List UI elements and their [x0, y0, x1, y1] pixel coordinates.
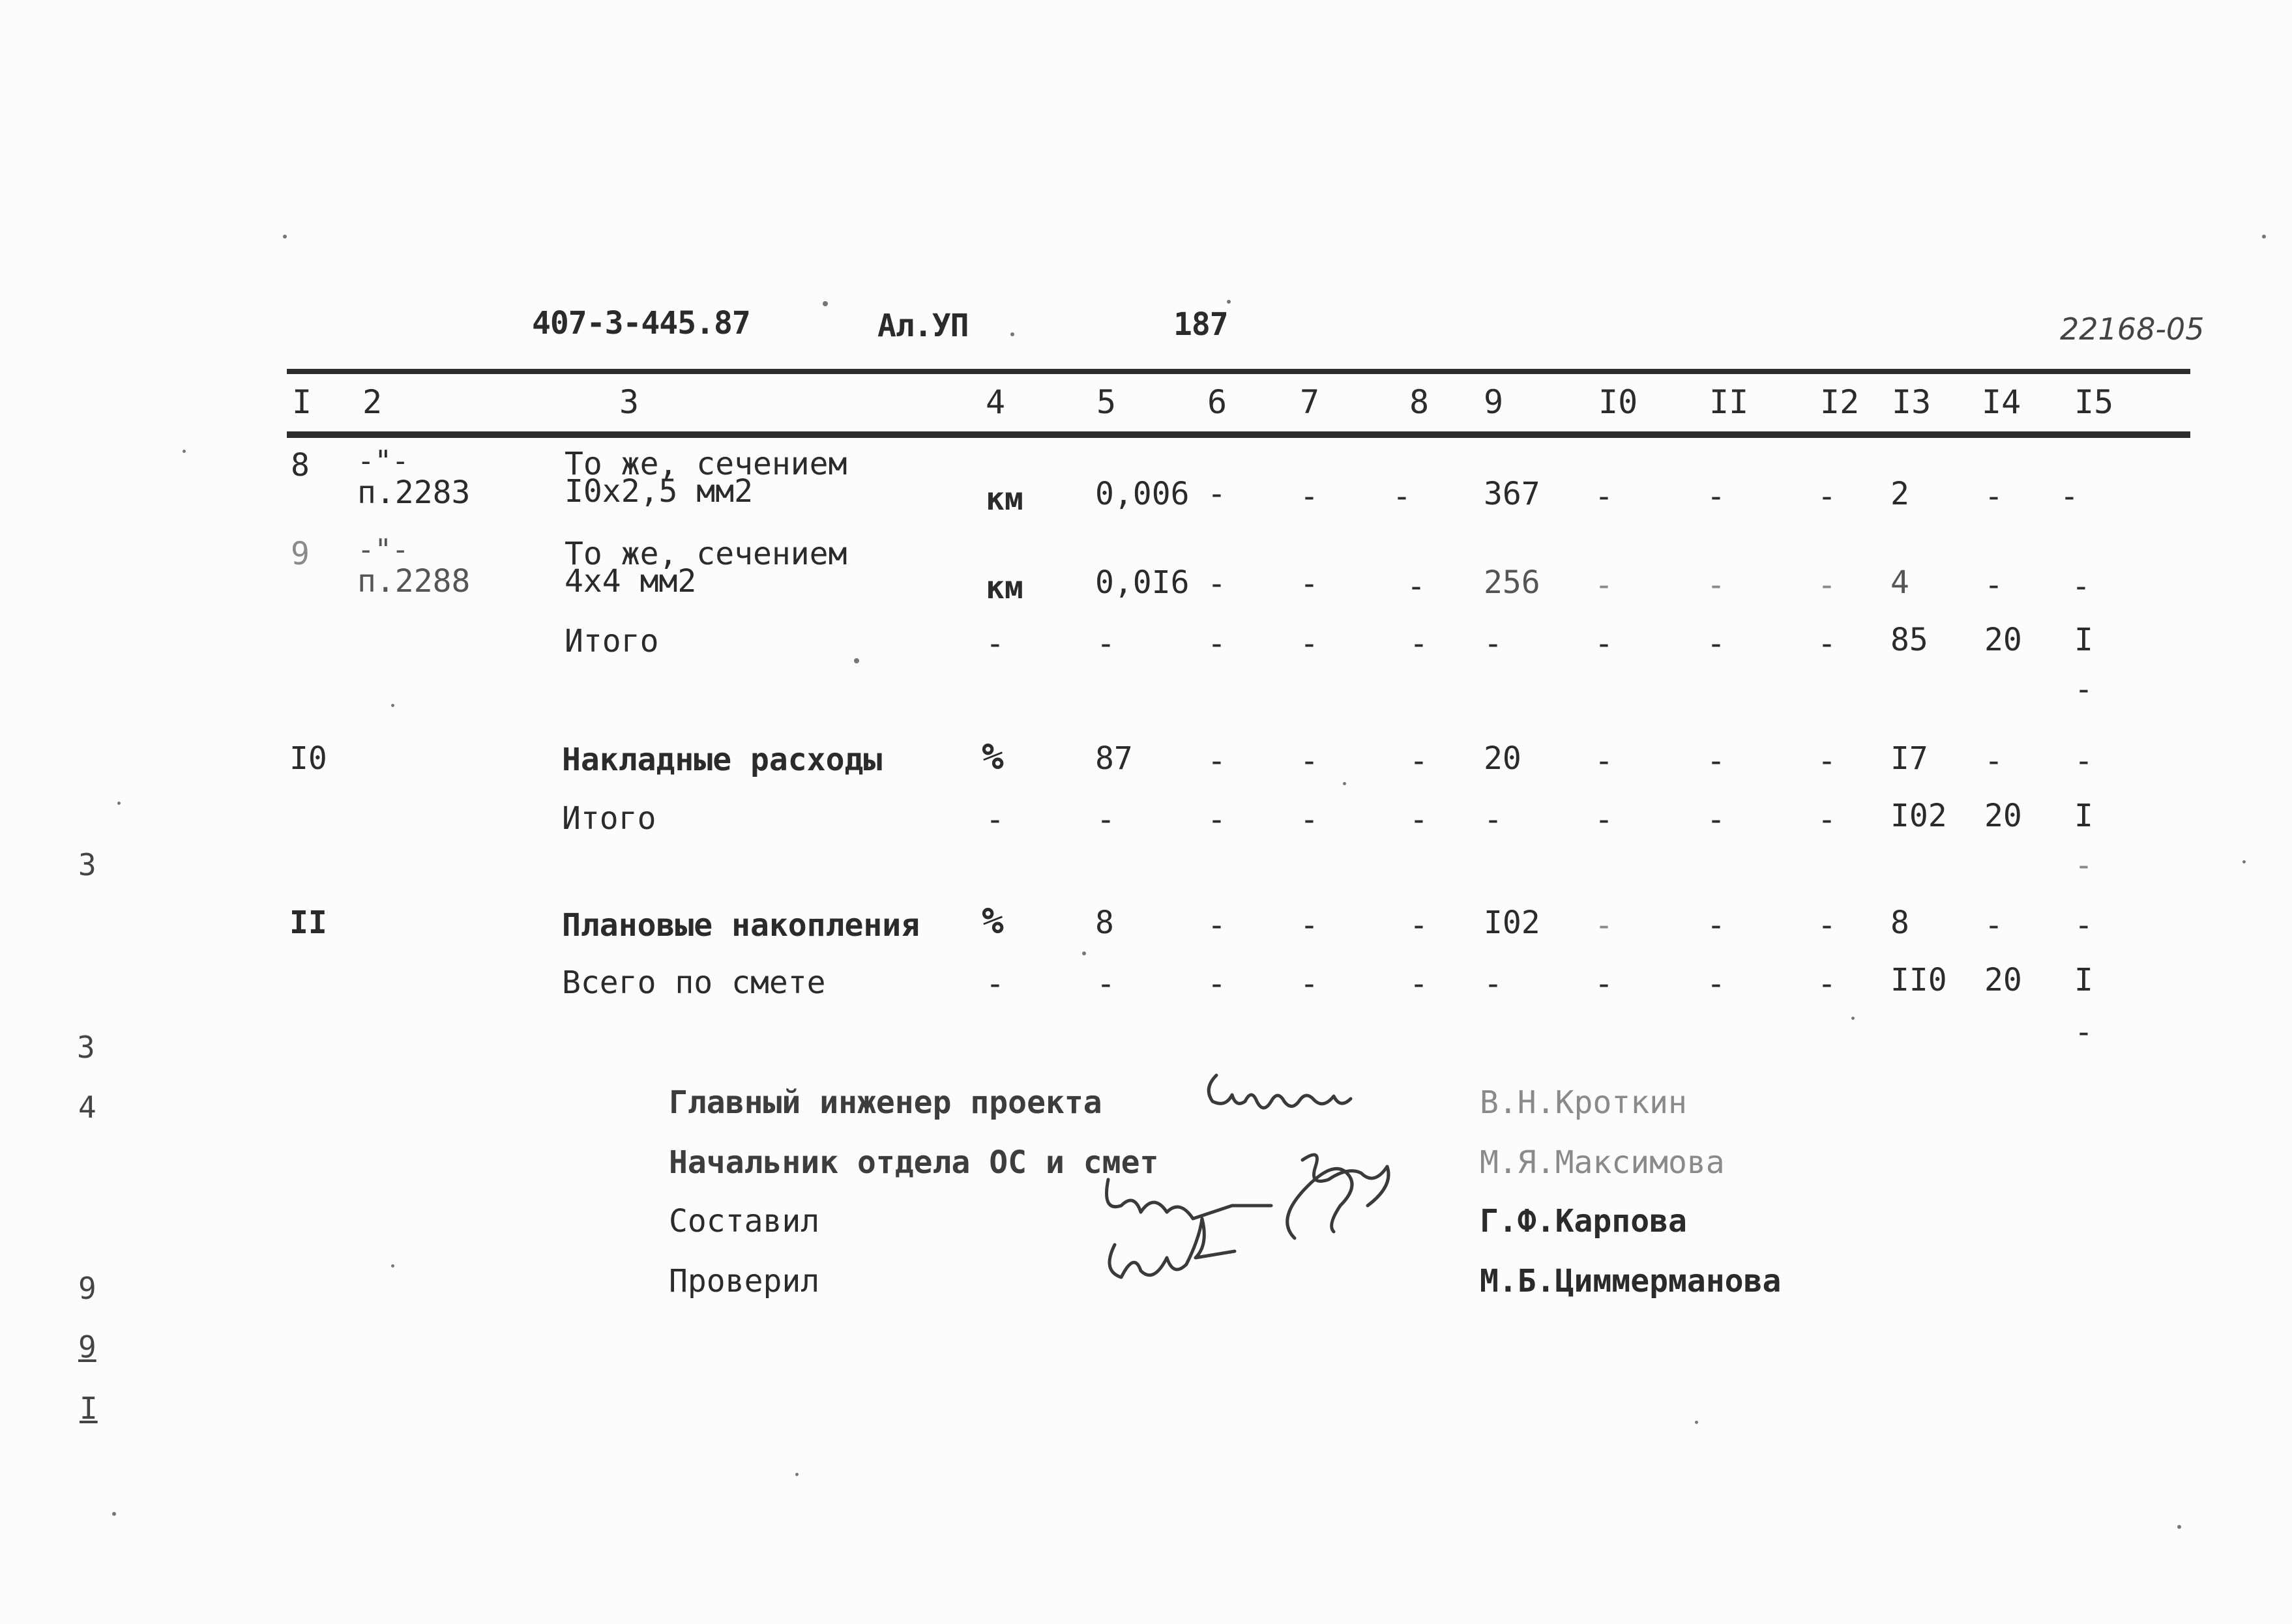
- cell-12: -: [1817, 626, 1836, 662]
- cell-9: I02: [1484, 905, 1540, 941]
- cell-15: -: [2074, 743, 2093, 779]
- cell-8: -: [1409, 743, 1428, 779]
- scan-speck: [1010, 332, 1014, 336]
- col-header-6: 6: [1207, 383, 1227, 421]
- cell-11: -: [1707, 567, 1726, 603]
- cell-5: 8: [1095, 905, 1114, 941]
- cell-13: 4: [1890, 564, 1909, 601]
- document-code: 407-3-445.87: [532, 305, 750, 341]
- scan-speck: [2242, 860, 2246, 863]
- col-header-7: 7: [1300, 383, 1320, 421]
- cell-5: -: [1096, 802, 1115, 838]
- subtotal-label: Итого: [562, 800, 656, 837]
- scan-speck: [2177, 1525, 2181, 1529]
- cell-12: -: [1817, 478, 1836, 515]
- cell-14: -: [1984, 907, 2003, 944]
- cell-6: -: [1207, 966, 1226, 1002]
- album-label: Ал.УП: [877, 308, 969, 344]
- cell-6: -: [1207, 907, 1226, 944]
- scan-speck: [1343, 782, 1346, 785]
- margin-mark: 3: [77, 1030, 95, 1065]
- cell-15: I: [2074, 962, 2093, 998]
- scan-speck: [117, 802, 121, 805]
- cell-12: -: [1817, 802, 1836, 838]
- col-header-5: 5: [1096, 383, 1117, 421]
- scan-speck: [112, 1512, 116, 1516]
- cell-4: -: [986, 626, 1005, 662]
- col-header-1: I: [292, 383, 312, 421]
- cell-13: II0: [1890, 962, 1947, 998]
- cell-15: I: [2074, 798, 2093, 834]
- cell-7: -: [1300, 478, 1319, 515]
- page-number: 187: [1173, 306, 1228, 343]
- cell-15: I: [2074, 622, 2093, 658]
- cell-6: -: [1207, 566, 1226, 602]
- scan-speck: [854, 658, 859, 663]
- col-header-10: I0: [1598, 383, 1638, 421]
- cell-5: 87: [1095, 740, 1133, 777]
- cell-7: -: [1300, 802, 1319, 838]
- signature-role: Составил: [669, 1203, 820, 1240]
- unit: %: [982, 900, 1004, 942]
- cell-9: 20: [1484, 740, 1521, 777]
- ditto-mark: -"-: [357, 533, 409, 566]
- col-header-14: I4: [1982, 383, 2021, 421]
- signature-role: Главный инженер проекта: [669, 1084, 1102, 1121]
- col-header-11: II: [1709, 383, 1749, 421]
- col-header-9: 9: [1484, 383, 1504, 421]
- cell-7: -: [1300, 626, 1319, 662]
- scan-speck: [1695, 1421, 1698, 1424]
- cell-8: -: [1409, 966, 1428, 1002]
- cell-15: -: [2072, 568, 2091, 605]
- cell-8: -: [1392, 478, 1411, 515]
- cell-11: -: [1707, 907, 1726, 944]
- cell-5: -: [1096, 966, 1115, 1002]
- item-description: Накладные расходы: [562, 742, 883, 778]
- cell-12: -: [1817, 966, 1836, 1002]
- cell-15: -: [2074, 907, 2093, 944]
- cell-8: -: [1409, 626, 1428, 662]
- unit: км: [986, 570, 1023, 606]
- cell-6: -: [1207, 476, 1226, 512]
- scan-speck: [283, 235, 287, 239]
- cell-10: -: [1594, 966, 1613, 1002]
- cell-13: 2: [1890, 476, 1909, 512]
- item-description-cont: I0x2,5 мм2: [565, 473, 753, 510]
- scan-speck: [1851, 1017, 1855, 1020]
- cell-10: -: [1594, 907, 1613, 944]
- scan-speck: [183, 450, 186, 453]
- unit: км: [986, 481, 1023, 517]
- cell-15: -: [2060, 478, 2079, 515]
- cell-11: -: [1707, 966, 1726, 1002]
- scan-speck: [823, 301, 828, 306]
- row-number: II: [289, 905, 327, 941]
- signature-name: Г.Ф.Карпова: [1480, 1203, 1687, 1240]
- grand-total-label: Всего по смете: [562, 964, 826, 1001]
- cell-14: -: [1984, 743, 2003, 779]
- col-header-4: 4: [986, 383, 1006, 421]
- cell-11: -: [1707, 478, 1726, 515]
- margin-mark: 4: [78, 1090, 96, 1125]
- underline-mark: -: [2074, 847, 2093, 884]
- ditto-mark: -"-: [357, 444, 409, 478]
- item-description: То же, сечением: [565, 536, 847, 572]
- cell-11: -: [1707, 626, 1726, 662]
- cell-13: I7: [1890, 740, 1928, 777]
- col-header-12: I2: [1820, 383, 1860, 421]
- cell-9: -: [1484, 966, 1503, 1002]
- cell-11: -: [1707, 802, 1726, 838]
- col-header-8: 8: [1409, 383, 1430, 421]
- cell-4: -: [986, 966, 1005, 1002]
- norm-reference: п.2283: [357, 474, 471, 511]
- scan-speck: [795, 1473, 799, 1476]
- underline-mark: -: [2074, 1014, 2093, 1051]
- scan-speck: [1227, 300, 1231, 304]
- cell-4: -: [986, 802, 1005, 838]
- cell-12: -: [1817, 907, 1836, 944]
- scan-speck: [2262, 235, 2266, 239]
- cell-13: 8: [1890, 905, 1909, 941]
- cell-10: -: [1594, 626, 1613, 662]
- norm-reference: п.2288: [357, 563, 471, 600]
- row-number: I0: [289, 740, 327, 777]
- cell-12: -: [1817, 567, 1836, 603]
- cell-11: -: [1707, 743, 1726, 779]
- underline-mark: -: [2074, 671, 2093, 708]
- subtotal-label: Итого: [565, 623, 659, 660]
- cell-9: 367: [1484, 476, 1540, 512]
- item-description: Плановые накопления: [562, 907, 920, 944]
- signature-name: М.Я.Максимова: [1480, 1144, 1725, 1181]
- cell-14: 20: [1984, 622, 2022, 658]
- col-header-2: 2: [362, 383, 383, 421]
- margin-mark: 9: [78, 1329, 96, 1365]
- cell-8: -: [1409, 907, 1428, 944]
- unit: %: [982, 736, 1004, 778]
- quantity: 0,006: [1095, 476, 1190, 512]
- cell-8: -: [1409, 802, 1428, 838]
- item-description: То же, сечением: [565, 446, 847, 482]
- cell-6: -: [1207, 743, 1226, 779]
- scan-speck: [1082, 951, 1086, 955]
- cell-6: -: [1207, 626, 1226, 662]
- cell-7: -: [1300, 907, 1319, 944]
- cell-14: -: [1984, 567, 2003, 603]
- cell-7: -: [1300, 743, 1319, 779]
- cell-10: -: [1594, 802, 1613, 838]
- margin-mark: I: [80, 1391, 98, 1426]
- signature-role: Начальник отдела ОС и смет: [669, 1144, 1159, 1181]
- margin-mark: 3: [78, 847, 96, 882]
- cell-10: -: [1594, 567, 1613, 603]
- cell-5: -: [1096, 626, 1115, 662]
- archive-number: 22168-05: [2060, 312, 2205, 347]
- col-header-3: 3: [619, 383, 639, 421]
- cell-9: -: [1484, 802, 1503, 838]
- cell-13: I02: [1890, 798, 1947, 834]
- quantity: 0,0I6: [1095, 564, 1190, 601]
- signature-role: Проверил: [669, 1263, 820, 1299]
- col-header-13: I3: [1892, 383, 1932, 421]
- cell-7: -: [1300, 966, 1319, 1002]
- cell-8: -: [1407, 568, 1426, 605]
- cell-13: 85: [1890, 622, 1928, 658]
- scan-speck: [391, 704, 394, 707]
- item-description-cont: 4x4 мм2: [565, 563, 697, 600]
- cell-14: 20: [1984, 798, 2022, 834]
- row-number: 8: [291, 447, 310, 484]
- cell-12: -: [1817, 743, 1836, 779]
- cell-9: 256: [1484, 564, 1540, 601]
- cell-14: 20: [1984, 962, 2022, 998]
- cell-7: -: [1300, 566, 1319, 602]
- margin-mark: 9: [78, 1271, 96, 1306]
- signature-name: М.Б.Циммерманова: [1480, 1263, 1782, 1299]
- col-header-15: I5: [2074, 383, 2114, 421]
- cell-14: -: [1984, 478, 2003, 515]
- cell-9: -: [1484, 626, 1503, 662]
- cell-10: -: [1594, 478, 1613, 515]
- row-number: 9: [291, 536, 310, 572]
- signature-name: В.Н.Кроткин: [1480, 1084, 1687, 1121]
- cell-6: -: [1207, 802, 1226, 838]
- cell-10: -: [1594, 743, 1613, 779]
- scan-speck: [391, 1264, 394, 1268]
